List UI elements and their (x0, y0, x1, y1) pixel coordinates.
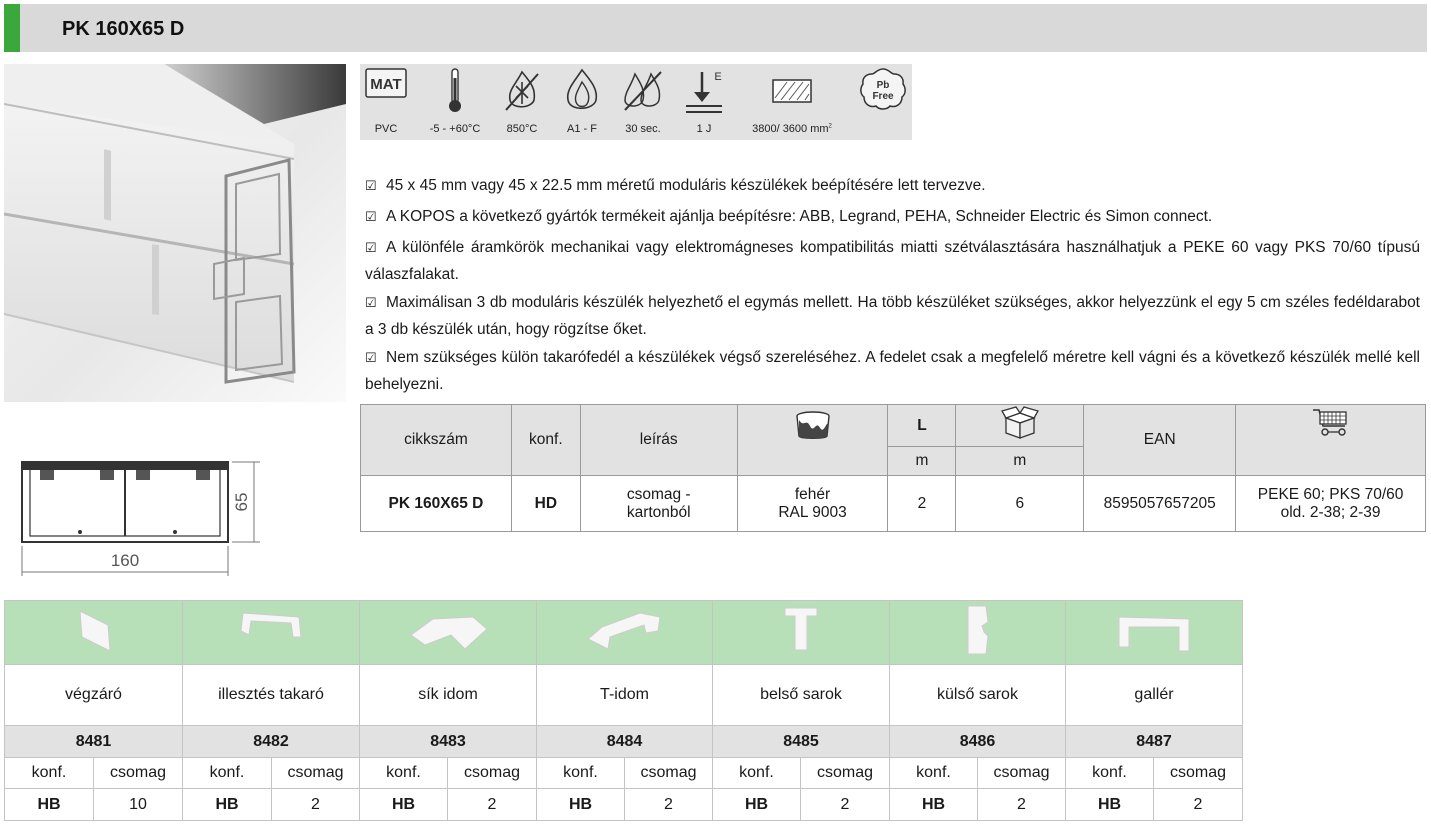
accessory-name: gallér (1066, 665, 1243, 726)
property-label: A1 - F (567, 123, 597, 135)
accessory-konf: HB (713, 789, 801, 821)
accessory-csomag: 2 (625, 789, 713, 821)
area-value: 3800/ 3600 mm (752, 123, 829, 135)
leiras-line: csomag - (626, 485, 691, 503)
flame-icon (562, 68, 602, 119)
konf-label: konf. (183, 758, 272, 789)
checkbox-icon: ☑ (365, 350, 377, 365)
feature-item (365, 344, 1420, 398)
property-lead-free (854, 64, 912, 140)
checkbox-icon: ☑ (365, 209, 377, 224)
color-line: fehér (794, 485, 831, 503)
accessory-name: illesztés takaró (183, 665, 360, 726)
header-cikkszam: cikkszám (361, 405, 512, 476)
product-row (361, 476, 1426, 532)
accessory-csomag: 10 (94, 789, 183, 821)
accessory-csomag: 2 (801, 789, 890, 821)
external-corner-icon (938, 602, 1018, 658)
accessory-subheader-row (5, 758, 1243, 789)
property-impact (678, 64, 730, 140)
cell-color (737, 476, 888, 532)
property-material (360, 64, 412, 140)
header-konf: konf. (511, 405, 580, 476)
end-cap-icon (54, 605, 134, 655)
property-label (736, 123, 848, 135)
accessory-name: végzáró (5, 665, 183, 726)
accessory-code: 8487 (1066, 726, 1243, 758)
feature-text: A különféle áramkörök mechanikai vagy elektromágneses kompatibilitás miatti szétválasztására használhatjuk a PEKE 60 vagy PKS 70/60 típusú válaszfalakat. (365, 239, 1420, 283)
accessory-code: 8486 (890, 726, 1066, 758)
accessory-code: 8483 (360, 726, 537, 758)
header-length: L (888, 405, 956, 447)
header-cart (1236, 405, 1426, 476)
accessory-image (537, 601, 713, 665)
paint-bucket-icon (794, 410, 832, 445)
cross-section-drawing (10, 452, 265, 582)
property-glow-wire (492, 64, 552, 140)
header-leiras: leírás (580, 405, 737, 476)
t-piece-icon (580, 605, 670, 655)
unit-length: m (888, 447, 956, 476)
property-temperature (420, 64, 490, 140)
property-label: 850°C (506, 123, 538, 135)
impact-mark: E (714, 71, 722, 83)
property-label: 1 J (696, 123, 712, 135)
cell-leiras (580, 476, 737, 532)
property-label: PVC (374, 123, 398, 135)
height-dimension-label: 65 (232, 492, 251, 512)
accessory-konf: HB (360, 789, 448, 821)
pb-free-icon (858, 66, 908, 117)
accessory-csomag: 2 (272, 789, 360, 821)
cell-box: 6 (956, 476, 1084, 532)
flat-angle-icon (403, 605, 493, 655)
accessory-konf: HB (537, 789, 625, 821)
csomag-label: csomag (272, 758, 360, 789)
collar-icon (1109, 605, 1199, 655)
konf-label: konf. (5, 758, 94, 789)
accessory-name: T-idom (537, 665, 713, 726)
pb-free-line1: Pb (876, 80, 890, 91)
csomag-label: csomag (978, 758, 1066, 789)
impact-icon (682, 68, 726, 119)
leiras-line: kartonból (626, 503, 691, 521)
product-photo (4, 64, 346, 402)
internal-corner-icon (761, 602, 841, 658)
joint-cover-icon (231, 605, 311, 655)
cell-konf: HD (511, 476, 580, 532)
related-line: PEKE 60; PKS 70/60 (1257, 485, 1404, 503)
accessory-image (1066, 601, 1243, 665)
cell-related (1236, 476, 1426, 532)
checkbox-icon: ☑ (365, 240, 377, 255)
feature-text: 45 x 45 mm vagy 45 x 22.5 mm méretű moduláris készülékek beépítésére lett tervezve. (386, 177, 986, 194)
csomag-label: csomag (625, 758, 713, 789)
pb-free-line2: Free (872, 91, 894, 102)
width-dimension-label: 160 (110, 551, 140, 570)
property-flammability (554, 64, 610, 140)
accessory-value-row (5, 789, 1243, 821)
checkbox-icon: ☑ (365, 178, 377, 193)
csomag-label: csomag (448, 758, 537, 789)
box-icon (1000, 406, 1040, 445)
accessory-konf: HB (1066, 789, 1154, 821)
properties-panel (360, 64, 912, 140)
feature-text: A KOPOS a következő gyártók termékeit ajánlja beépítésre: ABB, Legrand, PEHA, Schneider Electric és Simon connect. (386, 208, 1213, 225)
mat-badge-text: MAT (370, 76, 402, 93)
accessory-csomag: 2 (1154, 789, 1243, 821)
flame-time-icon (621, 68, 665, 119)
accessory-csomag: 2 (978, 789, 1066, 821)
accessory-konf: HB (5, 789, 94, 821)
feature-text: Maximálisan 3 db moduláris készülék helyezhető el egymás mellett. Ha több készüléket szükséges, akkor helyezzünk el egy 5 cm széles fedéldarabot a 3 db készülék után, hogy rögzítse őket. (365, 294, 1420, 338)
konf-label: konf. (1066, 758, 1154, 789)
feature-item (365, 172, 1420, 199)
accessory-code-row (5, 726, 1243, 758)
feature-item (365, 289, 1420, 343)
page-title: PK 160X65 D (62, 18, 185, 40)
accessory-konf: HB (183, 789, 272, 821)
accessory-code: 8482 (183, 726, 360, 758)
header-color (737, 405, 888, 476)
header-box (956, 405, 1084, 447)
cell-cikkszam: PK 160X65 D (361, 476, 512, 532)
accessory-image (360, 601, 537, 665)
title-accent (4, 4, 20, 52)
accessory-code: 8485 (713, 726, 890, 758)
accessory-image (183, 601, 360, 665)
property-cross-section-area (736, 64, 848, 140)
accessory-name: külső sarok (890, 665, 1066, 726)
csomag-label: csomag (94, 758, 183, 789)
unit-box: m (956, 447, 1084, 476)
accessory-name: sík idom (360, 665, 537, 726)
shopping-cart-icon (1311, 406, 1351, 443)
property-label: -5 - +60°C (429, 123, 481, 135)
thermometer-icon (447, 68, 463, 119)
property-label: 30 sec. (625, 123, 661, 135)
accessory-image (5, 601, 183, 665)
accessory-code: 8484 (537, 726, 713, 758)
specification-table (360, 404, 1426, 532)
accessory-code: 8481 (5, 726, 183, 758)
related-line: old. 2-38; 2-39 (1280, 503, 1381, 521)
accessory-image (890, 601, 1066, 665)
mat-badge-icon (365, 68, 407, 103)
title-bar (4, 4, 1427, 52)
konf-label: konf. (360, 758, 448, 789)
csomag-label: csomag (1154, 758, 1243, 789)
cell-ean: 8595057657205 (1084, 476, 1236, 532)
header-ean: EAN (1084, 405, 1236, 476)
konf-label: konf. (537, 758, 625, 789)
checkbox-icon: ☑ (365, 295, 377, 310)
accessories-table (4, 600, 1243, 821)
cross-section-area-icon (769, 68, 815, 119)
area-unit-exponent: 2 (828, 123, 832, 130)
accessory-csomag: 2 (448, 789, 537, 821)
property-flame-time (612, 64, 674, 140)
feature-text: Nem szükséges külön takarófedél a készülékek végső szereléséhez. A fedelet csak a megfelelő méretre kell vágni és a következő készülék mellé kell behelyezni. (365, 349, 1420, 393)
cell-length: 2 (888, 476, 956, 532)
konf-label: konf. (890, 758, 978, 789)
accessory-name: belső sarok (713, 665, 890, 726)
feature-item (365, 203, 1420, 230)
csomag-label: csomag (801, 758, 890, 789)
glow-wire-icon (502, 68, 542, 119)
color-line: RAL 9003 (778, 503, 847, 521)
feature-item (365, 234, 1420, 288)
accessory-konf: HB (890, 789, 978, 821)
accessory-image-row (5, 601, 1243, 665)
konf-label: konf. (713, 758, 801, 789)
accessory-name-row (5, 665, 1243, 726)
feature-list (365, 172, 1420, 398)
accessory-image (713, 601, 890, 665)
